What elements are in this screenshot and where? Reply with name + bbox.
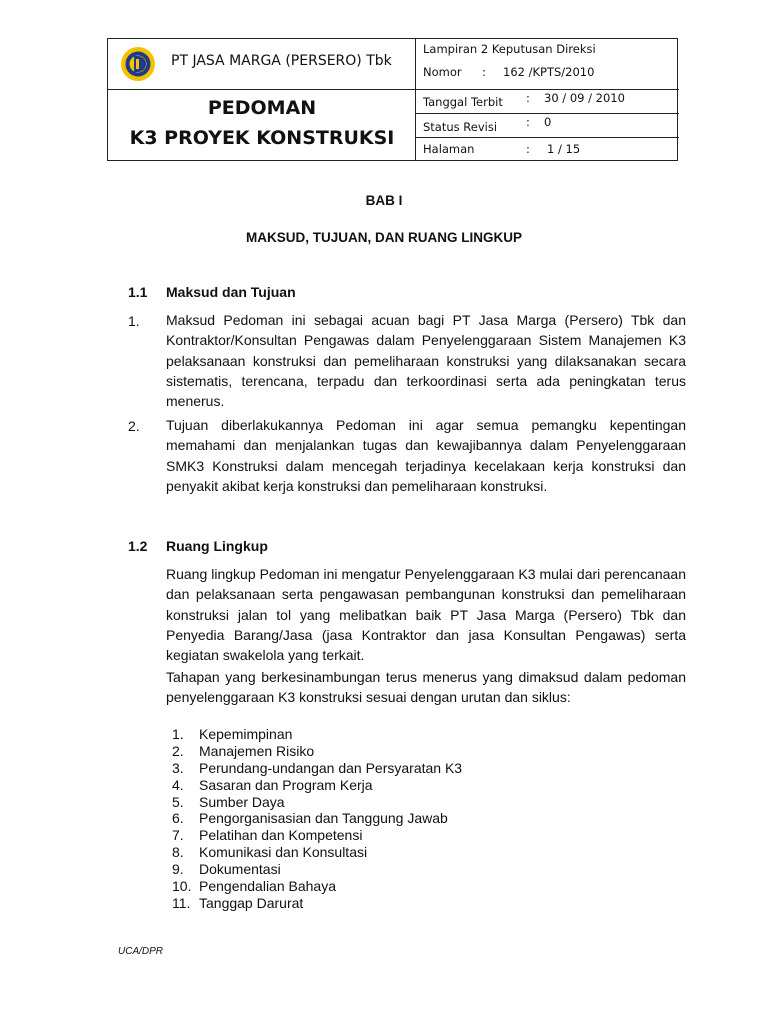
- nomor-separator: :: [482, 65, 486, 79]
- company-cell: [108, 39, 416, 90]
- item-1-number: 1.: [128, 313, 140, 329]
- halaman-row: [416, 138, 679, 161]
- list-item-number: 1.: [172, 726, 184, 742]
- item-2-number: 2.: [128, 418, 140, 434]
- list-item-number: 8.: [172, 844, 184, 861]
- list-item-text: Pelatihan dan Kompetensi: [199, 827, 363, 844]
- document-header-table: [107, 38, 678, 161]
- list-item-text: Komunikasi dan Konsultasi: [199, 844, 368, 861]
- status-separator: :: [526, 115, 530, 129]
- list-item-number: 3.: [172, 759, 184, 776]
- list-item-text: Manajemen Risiko: [199, 742, 315, 759]
- list-item-text: Pengendalian Bahaya: [199, 878, 337, 895]
- jasa-marga-logo-icon: [120, 46, 156, 82]
- list-item-text: Perundang-undangan dan Persyaratan K3: [199, 759, 463, 776]
- list-item: [172, 810, 572, 827]
- list-item: [172, 794, 572, 811]
- section-1-1-title: Maksud dan Tujuan: [166, 284, 296, 300]
- list-item-text: Dokumentasi: [199, 861, 281, 878]
- item-2-text: Tujuan diberlakukannya Pedoman ini agar semua pemangku kepentingan memahami dan menjalankan tugas dan kewajibannya dalam Penyelenggaraan SMK3 Konstruksi dalam mencegah terjadinya kecelakaan kerja konstruksi dan penyakit akibat kerja konstruksi dan pemeliharaan konstruksi.: [166, 417, 686, 494]
- halaman-label: Halaman: [423, 142, 475, 156]
- section-1-2-title: Ruang Lingkup: [166, 538, 268, 554]
- tanggal-value: 30 / 09 / 2010: [544, 91, 625, 105]
- list-item: [172, 895, 572, 912]
- list-item: [172, 726, 572, 743]
- list-item-number: 2.: [172, 742, 184, 759]
- status-value: 0: [544, 115, 552, 129]
- tanggal-row: [416, 90, 679, 114]
- list-item-text: Pengorganisasian dan Tanggung Jawab: [199, 810, 448, 827]
- title-line-1: PEDOMAN: [207, 97, 317, 119]
- list-item: [172, 844, 572, 861]
- list-item-number: 7.: [172, 827, 184, 844]
- company-name: PT JASA MARGA (PERSERO) Tbk: [171, 53, 392, 69]
- chapter-title: MAKSUD, TUJUAN, DAN RUANG LINGKUP: [246, 230, 522, 245]
- list-item: [172, 827, 572, 844]
- list-item: [172, 878, 572, 895]
- nomor-label: Nomor: [423, 65, 462, 79]
- list-item-number: 11.: [172, 894, 191, 911]
- footer-code: UCA/DPR: [118, 946, 164, 957]
- chapter-number: BAB I: [365, 193, 403, 208]
- status-label: Status Revisi: [423, 120, 498, 134]
- section-1-1-number: 1.1: [128, 284, 148, 300]
- list-item-text: Tanggap Darurat: [199, 894, 304, 911]
- list-item: [172, 777, 572, 794]
- lampiran-text: Lampiran 2 Keputusan Direksi: [423, 42, 596, 56]
- status-row: [416, 114, 679, 138]
- list-item-text: Sumber Daya: [199, 793, 285, 810]
- list-item: [172, 760, 572, 777]
- decree-cell: [416, 39, 679, 90]
- list-item-number: 4.: [172, 776, 184, 793]
- list-item-number: 5.: [172, 793, 184, 810]
- list-item: [172, 861, 572, 878]
- list-item-text: Sasaran dan Program Kerja: [199, 776, 373, 793]
- halaman-separator: :: [526, 142, 530, 156]
- list-item-number: 10.: [172, 878, 192, 895]
- halaman-value: 1 / 15: [547, 142, 581, 156]
- list-item-number: 9.: [172, 861, 184, 878]
- title-cell: [108, 90, 416, 161]
- list-item: [172, 743, 572, 760]
- list-item-number: 6.: [172, 810, 184, 827]
- section-1-2-number: 1.2: [128, 538, 148, 554]
- item-1-text: Maksud Pedoman ini sebagai acuan bagi PT Jasa Marga (Persero) Tbk dan Kontraktor/Konsultan Pengawas dalam Penyelenggaraan Sistem Manajemen K3 pelaksanaan konstruksi dan pemeliharaan konstruksi yang dilaksanakan secara sistematis, terencana, terpadu dan terkoordinasi serta ada peningkatan terus menerus.: [166, 312, 686, 410]
- cycle-list: [172, 726, 572, 912]
- nomor-value: 162 /KPTS/2010: [503, 65, 595, 79]
- tanggal-separator: :: [526, 91, 530, 105]
- tanggal-label: Tanggal Terbit: [423, 95, 503, 109]
- title-line-2: K3 PROYEK KONSTRUKSI: [129, 127, 395, 149]
- list-item-text: Kepemimpinan: [199, 726, 293, 742]
- stages-paragraph: Tahapan yang berkesinambungan terus menerus yang dimaksud dalam pedoman penyelenggaraan K3 konstruksi sesuai dengan urutan dan siklus:: [166, 669, 686, 706]
- scope-paragraph: Ruang lingkup Pedoman ini mengatur Penyelenggaraan K3 mulai dari perencanaan dan pelaksanaan serta pengawasan pembangunan konstruksi dan pemeliharaan konstruksi jalan tol yang melibatkan baik PT Jasa Marga (Persero) Tbk dan Penyedia Barang/Jasa (jasa Kontraktor dan jasa Konsultan Pengawas) serta kegiatan swakelola yang terkait.: [166, 566, 686, 664]
